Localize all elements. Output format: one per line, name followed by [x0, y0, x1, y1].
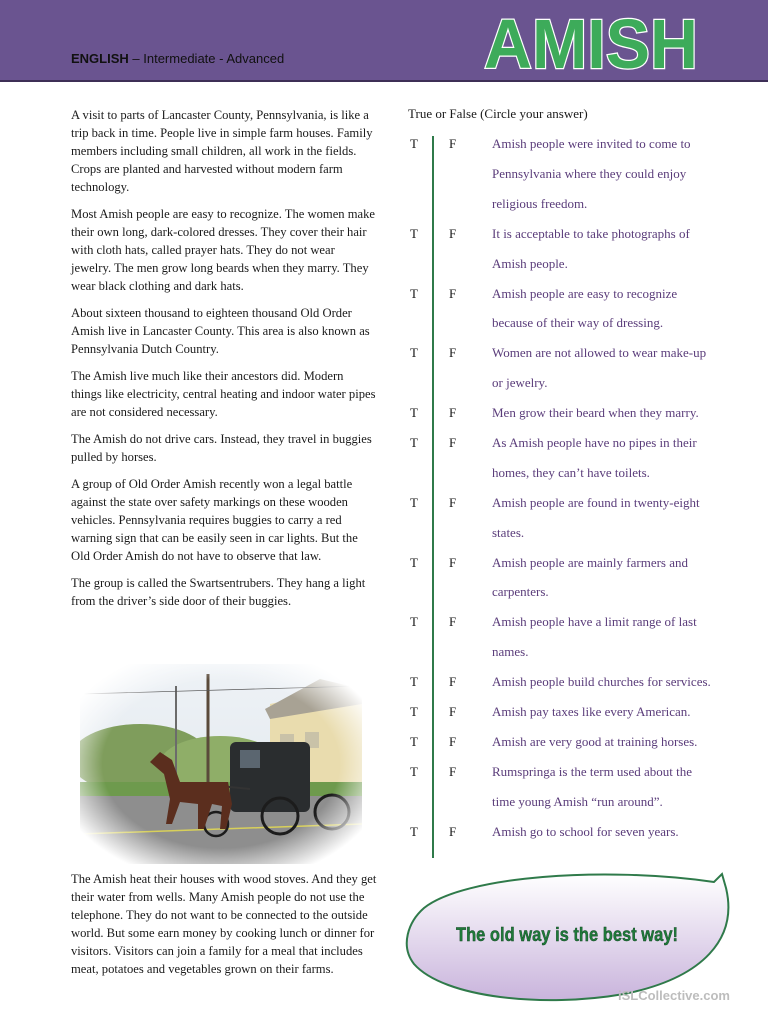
true-option[interactable]: T: [410, 345, 418, 361]
false-option[interactable]: F: [449, 734, 457, 749]
false-option[interactable]: F: [449, 136, 457, 151]
article-paragraph: The Amish live much like their ancestors did. Modern things like electricity, central heating and indoor water pipes are not considered necessary.: [71, 369, 376, 419]
subject-line: [71, 51, 284, 66]
false-option[interactable]: F: [449, 763, 457, 779]
true-option[interactable]: T: [410, 614, 418, 630]
quiz-statement: As Amish people have no pipes in their: [492, 435, 697, 450]
article-paragraph: The group is called the Swartsentrubers. They hang a light from the driver’s side door of their buggies.: [71, 576, 366, 608]
quiz-statement: or jewelry.: [492, 375, 548, 391]
quiz-statement: homes, they can’t have toilets.: [492, 464, 650, 480]
quiz-statement: carpenters.: [492, 584, 549, 600]
false-option[interactable]: F: [449, 285, 457, 301]
false-option[interactable]: F: [449, 435, 457, 450]
quiz-statement: time young Amish “run around”.: [492, 793, 663, 809]
quiz-statement: Amish people were invited to come to: [492, 136, 691, 151]
false-option[interactable]: F: [449, 823, 457, 839]
quiz-item: [0, 405, 768, 427]
false-option[interactable]: F: [449, 674, 457, 690]
quiz-statement: Amish pay taxes like every American.: [492, 704, 691, 720]
quiz-statement: Amish people are easy to recognize: [492, 285, 678, 301]
quiz-statement: It is acceptable to take photographs of: [492, 225, 690, 241]
quiz-item: [0, 763, 768, 809]
quiz-statement: religious freedom.: [492, 195, 588, 211]
quiz-item: [0, 614, 768, 660]
true-option[interactable]: T: [410, 554, 418, 570]
quiz-item: [0, 674, 768, 696]
quiz-statement: Amish people have a limit range of last: [492, 614, 697, 630]
page-title-text: AMISH: [484, 5, 698, 78]
article-paragraph: The Amish do not drive cars. Instead, they travel in buggies pulled by horses.: [71, 432, 372, 464]
true-option[interactable]: T: [410, 674, 418, 690]
quiz-item: [0, 435, 768, 480]
quiz-item: [0, 345, 768, 391]
false-option[interactable]: F: [449, 614, 457, 630]
motto-text: The old way is the best way!: [456, 925, 678, 946]
quiz-statement: states.: [492, 524, 525, 540]
true-option[interactable]: T: [410, 136, 418, 151]
false-option[interactable]: F: [449, 494, 457, 510]
quiz-statement: Amish people are found in twenty-eight: [492, 494, 700, 510]
article-paragraph: Most Amish people are easy to recognize. The women make their own long, dark-colored dresses. They cover their hair with cloth hats, called prayer hats. They do not wear jewelry. The men grow long beards when they marry. They wear black clothing and dark hats.: [71, 207, 376, 293]
true-option[interactable]: T: [410, 285, 418, 301]
article-closing: The Amish heat their houses with wood stoves. And they get their water from wells. Many Amish people do not use the telephone. They do not want to be connected to the outside world. But some earn money by cooking lunch or dinner for visitors. Visitors can join a family for a meal that includes meat, potatoes and vegetables grown on their farms.: [71, 872, 377, 976]
false-option[interactable]: F: [449, 345, 457, 361]
article-paragraph: A visit to parts of Lancaster County, Pennsylvania, is like a trip back in time. People live in simple farm houses. Family members including small children, all work in the fields. Crops are planted and harvested without modern farm technology.: [71, 108, 373, 194]
article-paragraph: A group of Old Order Amish recently won a legal battle against the state over safety markings on these wooden vehicles. Pennsylvania requires buggies to carry a red warning sign that can be easily seen in car lights. But the Old Order Amish do not have to observe that law.: [71, 477, 358, 563]
page-title: [480, 2, 704, 78]
quiz-item: [0, 704, 768, 726]
true-option[interactable]: T: [410, 405, 418, 421]
true-option[interactable]: T: [410, 823, 418, 839]
false-option[interactable]: F: [449, 704, 457, 720]
quiz-statement: names.: [492, 644, 529, 660]
quiz-item: [0, 734, 768, 756]
true-option[interactable]: T: [410, 494, 418, 510]
true-option[interactable]: T: [410, 435, 418, 450]
quiz-statement: Women are not allowed to wear make-up: [492, 345, 707, 361]
article-paragraph: About sixteen thousand to eighteen thousand Old Order Amish live in Lancaster County. This area is also known as Pennsylvania Dutch Country.: [71, 306, 370, 356]
true-option[interactable]: T: [410, 734, 418, 749]
quiz-statement: Men grow their beard when they marry.: [492, 405, 699, 421]
subject-bold: ENGLISH: [71, 51, 129, 66]
false-option[interactable]: F: [449, 554, 457, 570]
watermark: iSLCollective.com: [618, 988, 730, 1003]
true-option[interactable]: T: [410, 763, 418, 779]
quiz-heading: True or False (Circle your answer): [408, 106, 588, 121]
true-option[interactable]: T: [410, 225, 418, 241]
quiz-statement: Pennsylvania where they could enjoy: [492, 165, 687, 181]
false-option[interactable]: F: [449, 405, 457, 421]
quiz-statement: Rumspringa is the term used about the: [492, 763, 693, 779]
quiz-statement: Amish people build churches for services.: [492, 674, 711, 690]
quiz-statement: Amish people.: [492, 255, 568, 271]
true-option[interactable]: T: [410, 704, 418, 720]
false-option[interactable]: F: [449, 225, 457, 241]
quiz-statement: because of their way of dressing.: [492, 315, 664, 331]
quiz-statement: Amish go to school for seven years.: [492, 823, 679, 839]
quiz-item: [0, 824, 768, 846]
subject-level: – Intermediate - Advanced: [128, 51, 285, 66]
quiz-statement: Amish are very good at training horses.: [492, 734, 698, 749]
quiz-statement: Amish people are mainly farmers and: [492, 554, 689, 570]
header-banner: [0, 0, 768, 82]
